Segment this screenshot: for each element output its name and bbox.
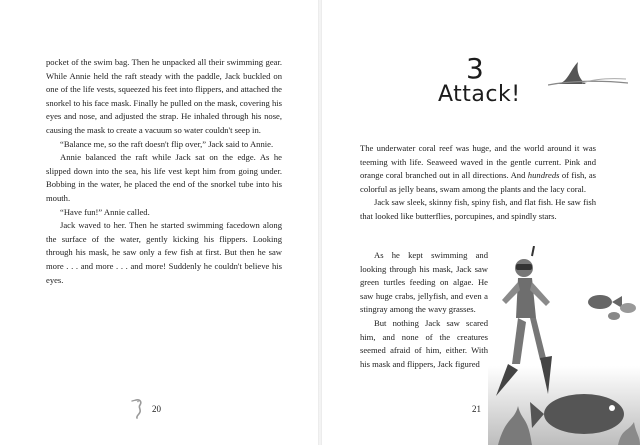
page-number-right: 21 <box>472 404 481 414</box>
paragraph: “Balance me, so the raft doesn't flip over,” Jack said to Annie. <box>60 138 274 149</box>
paragraph: Annie balanced the raft while Jack sat on the edge. As he slipped down into the sea, his life vest kept him from going under. Bobbing in the water, he placed the end of the snorkel tube into his mouth. <box>46 152 282 203</box>
shark-fin-icon <box>548 60 628 90</box>
paragraph <box>360 142 596 196</box>
emphasized-word: hundreds <box>527 170 560 181</box>
text-run: of fish, as colorful as jelly beans, swam among the plants and the lacy coral. <box>360 170 596 194</box>
text-run: The underwater coral reef was huge, and the world around it was teeming with life. Seaweed waved in the gentle current. Pink and orange coral branched out in all directions. And <box>360 143 596 181</box>
paragraph: Jack waved to her. Then he started swimming facedown along the surface of the water, gently kicking his flippers. Looking through his mask, he saw only a few fish at first. But then he saw more . . . and more . . . and more! Suddenly he couldn't believe his eyes. <box>46 220 282 285</box>
paragraph: But nothing Jack saw scared him, and none of the creatures seemed afraid of him, either. With his mask and flippers, Jack figured <box>360 317 488 369</box>
paragraph: As he kept swimming and looking through his mask, Jack saw green turtles feeding on algae. He saw huge crabs, jellyfish, and even a stingray among the wavy grasses. <box>360 250 488 315</box>
page-number-left: 20 <box>152 404 161 414</box>
paragraph: pocket of the swim bag. Then he unpacked all their swimming gear. While Annie held the raft steady with the paddle, Jack buckled on one of the life vests, squeezed his feet into flippers, and attached the snorkel to his face mask. Finally he pulled on the mask, covering his eyes and nose, and adjusted the strap. He inhaled through his nose, causing the mask to create a vacuum so water couldn't seep in. <box>46 57 282 135</box>
chapter-title: Attack! <box>438 82 521 107</box>
right-page-text-wrap <box>360 249 488 371</box>
paragraph: “Have fun!” Annie called. <box>60 206 150 217</box>
chapter-number: 3 <box>466 52 485 85</box>
paragraph: Jack saw sleek, skinny fish, spiny fish, and flat fish. He saw fish that looked like butterflies, porcupines, and spindly stars. <box>360 197 596 221</box>
snorkeler-illustration <box>488 246 640 445</box>
seahorse-icon <box>128 397 150 419</box>
right-page-text <box>360 142 596 224</box>
left-page-text <box>46 56 282 287</box>
